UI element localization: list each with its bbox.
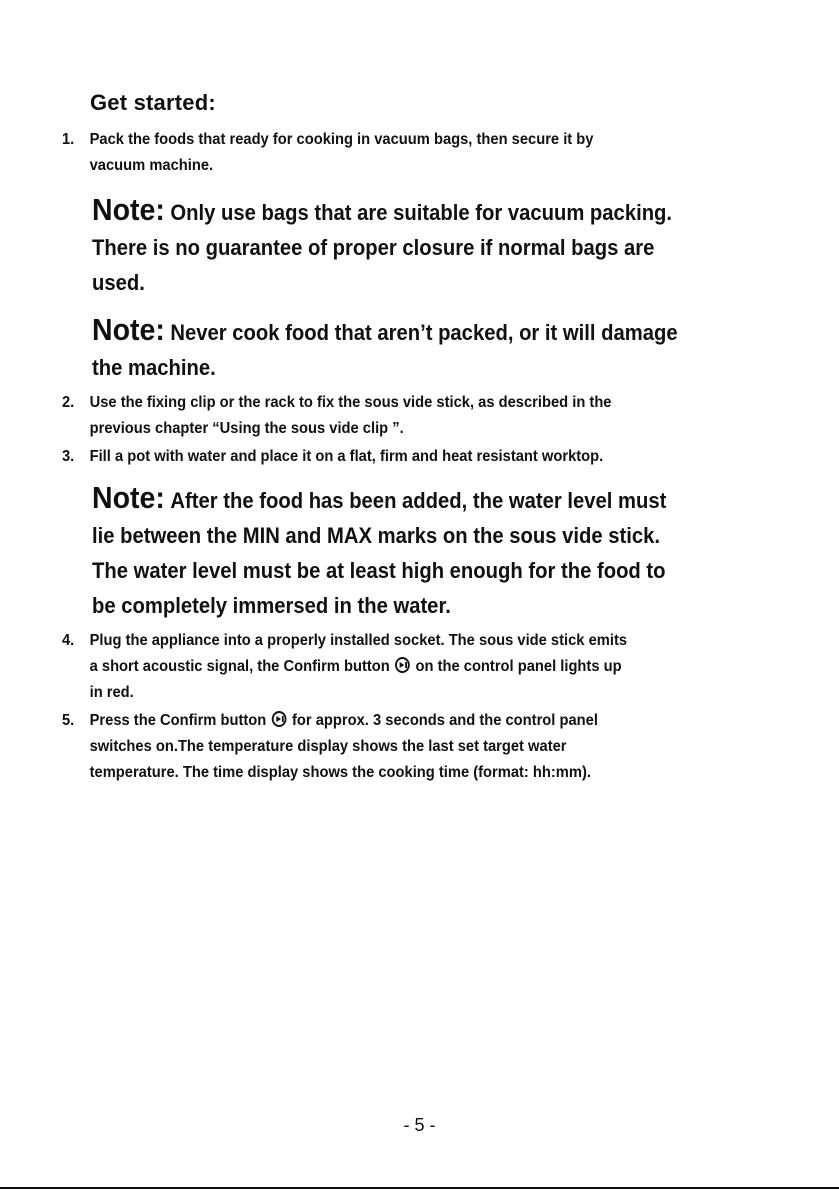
note-text: After the food has been added, the water level must bbox=[170, 488, 667, 513]
step-text: switches on.The temperature display shows the last set target water bbox=[89, 738, 567, 755]
note-label: Note: bbox=[92, 192, 165, 227]
step-2 bbox=[62, 390, 734, 442]
step-3 bbox=[62, 444, 734, 470]
step-text: in red. bbox=[89, 684, 134, 701]
step-number: 3. bbox=[62, 448, 75, 465]
section-heading: Get started: bbox=[90, 90, 216, 115]
confirm-button-icon bbox=[395, 657, 410, 673]
note-text: be completely immersed in the water. bbox=[92, 593, 451, 618]
step-text: on the control panel lights up bbox=[415, 658, 622, 675]
step-number: 4. bbox=[62, 632, 75, 649]
note-3 bbox=[92, 480, 736, 623]
step-text: Use the fixing clip or the rack to fix the sous vide stick, as described in the bbox=[89, 394, 612, 411]
page-number: - 5 - bbox=[403, 1115, 436, 1135]
step-4 bbox=[62, 628, 734, 706]
note-text: the machine. bbox=[92, 355, 216, 380]
step-text: for approx. 3 seconds and the control panel bbox=[292, 712, 598, 729]
step-number: 2. bbox=[62, 394, 75, 411]
note-text: lie between the MIN and MAX marks on the sous vide stick. bbox=[92, 523, 660, 548]
step-5 bbox=[62, 708, 734, 786]
step-number: 5. bbox=[62, 712, 75, 729]
step-text: Press the Confirm button bbox=[89, 712, 267, 729]
note-text: Only use bags that are suitable for vacuum packing. bbox=[170, 200, 673, 225]
step-text: previous chapter “Using the sous vide clip ”. bbox=[89, 420, 404, 437]
note-text: Never cook food that aren’t packed, or it will damage bbox=[170, 320, 678, 345]
step-text: a short acoustic signal, the Confirm button bbox=[89, 658, 390, 675]
note-text: The water level must be at least high enough for the food to bbox=[92, 558, 666, 583]
step-text: Fill a pot with water and place it on a flat, firm and heat resistant worktop. bbox=[89, 448, 604, 465]
note-text: used. bbox=[92, 270, 145, 295]
step-text: Plug the appliance into a properly installed socket. The sous vide stick emits bbox=[89, 632, 628, 649]
note-label: Note: bbox=[92, 480, 165, 515]
step-number: 1. bbox=[62, 131, 75, 148]
step-text: vacuum machine. bbox=[89, 157, 214, 174]
bottom-divider bbox=[0, 1187, 839, 1189]
step-text: temperature. The time display shows the cooking time (format: hh:mm). bbox=[89, 764, 591, 781]
note-label: Note: bbox=[92, 312, 165, 347]
step-text: Pack the foods that ready for cooking in vacuum bags, then secure it by bbox=[89, 131, 594, 148]
step-text-line bbox=[62, 654, 734, 680]
note-text: There is no guarantee of proper closure if normal bags are bbox=[92, 235, 655, 260]
step-1 bbox=[62, 127, 734, 179]
confirm-button-icon bbox=[272, 711, 287, 727]
note-2 bbox=[92, 312, 736, 385]
note-1 bbox=[92, 192, 736, 300]
